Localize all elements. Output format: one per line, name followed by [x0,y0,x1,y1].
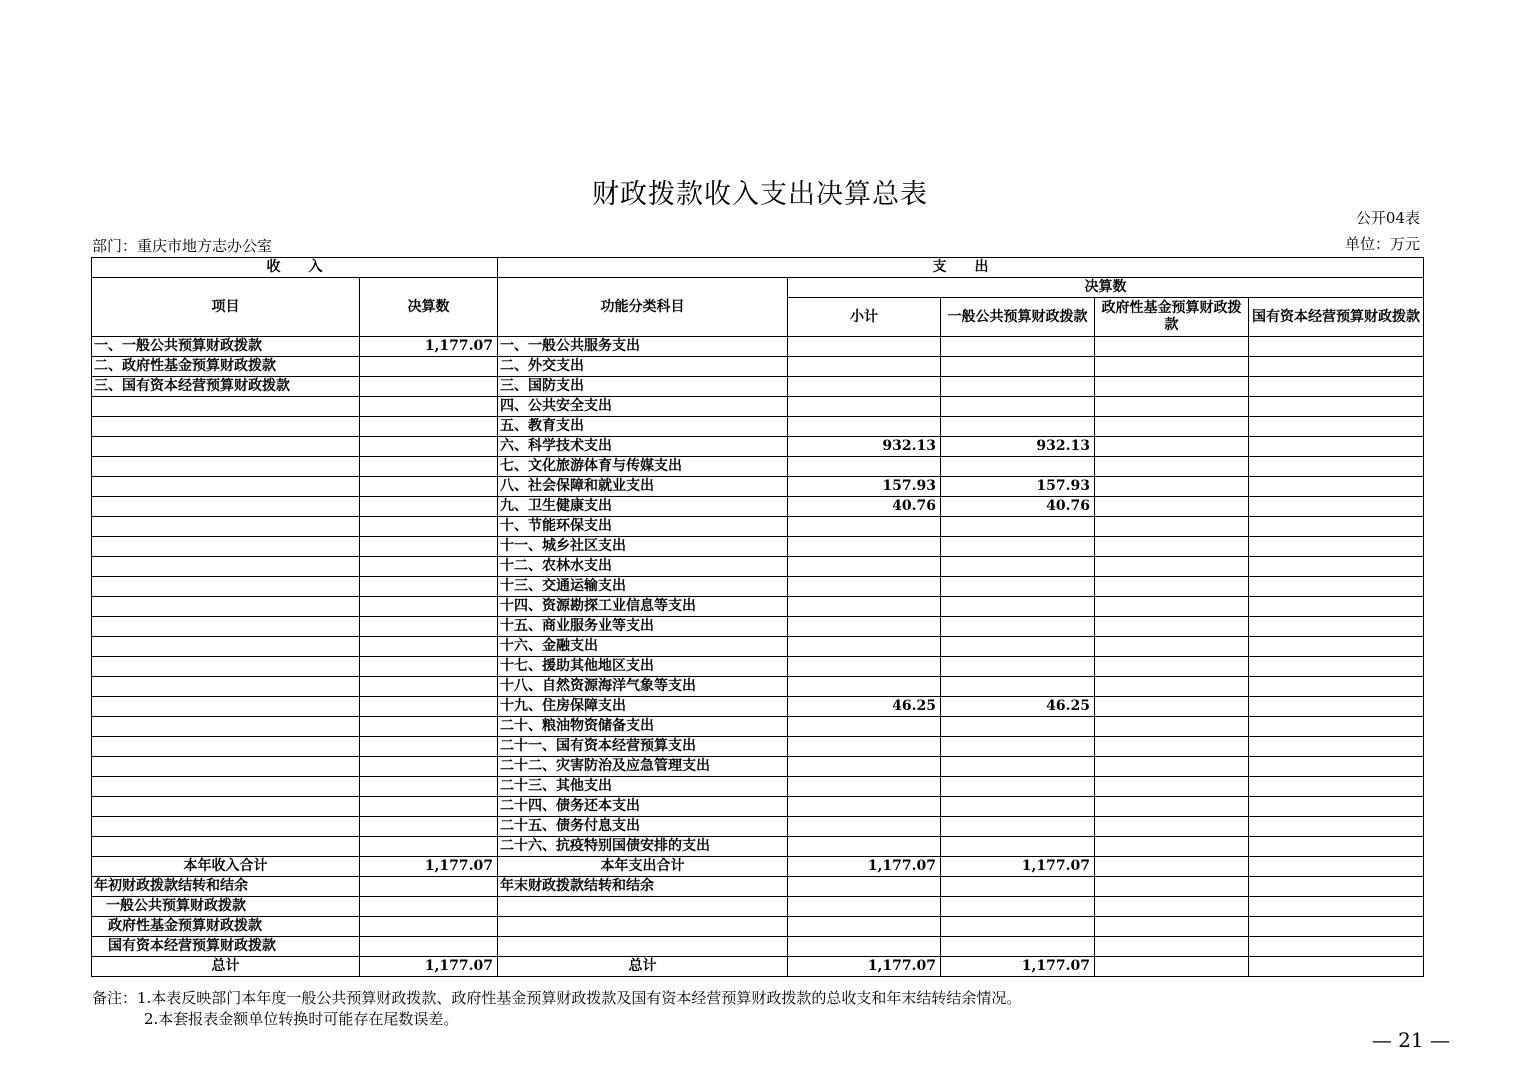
state-capital-cell [1249,537,1424,557]
income-item-cell [92,677,360,697]
state-capital-cell [1249,357,1424,377]
expense-category-cell: 十一、城乡社区支出 [498,537,788,557]
gen-public-cell [941,577,1095,597]
gen-public-cell [941,417,1095,437]
gov-fund-cell [1095,337,1249,357]
empty-cell [1249,917,1424,937]
gov-fund-cell [1095,577,1249,597]
grand-total-row [92,957,1424,977]
table-row [92,677,1424,697]
income-item-cell [92,657,360,677]
grand-total-row-subtotal: 1,177.07 [788,957,941,977]
income-amount-cell [360,597,498,617]
expense-header: 支 出 [498,258,1424,278]
subtotal-cell [788,737,941,757]
carry-expense-label: 年末财政拨款结转和结余 [498,877,788,897]
gen-public-cell [941,717,1095,737]
expense-category-cell: 八、社会保障和就业支出 [498,477,788,497]
gov-fund-cell [1095,377,1249,397]
subtotal-cell [788,557,941,577]
table-row [92,697,1424,717]
table-row [92,417,1424,437]
expense-category-cell: 二、外交支出 [498,357,788,377]
income-amount-cell [360,377,498,397]
gen-public-cell: 40.76 [941,497,1095,517]
subtotal-cell [788,817,941,837]
subtotal-cell [788,397,941,417]
gov-fund-header: 政府性基金预算财政拨款 [1095,298,1249,337]
expense-category-cell: 五、教育支出 [498,417,788,437]
expense-category-cell: 十四、资源勘探工业信息等支出 [498,597,788,617]
gen-public-cell [941,737,1095,757]
income-header: 收 入 [92,258,498,278]
state-capital-cell [1249,817,1424,837]
gen-public-cell [941,357,1095,377]
subtotal-cell [788,617,941,637]
table-row [92,437,1424,457]
income-amount-cell [360,837,498,857]
carry-item-row [92,917,1424,937]
income-item-cell [92,457,360,477]
empty-cell [360,937,498,957]
page-number: — 21 — [1371,1028,1450,1052]
grand-total-row-gov-fund [1095,957,1249,977]
income-amount-cell [360,537,498,557]
income-amount-cell: 1,177.07 [360,337,498,357]
note-line-2: 2.本套报表金额单位转换时可能存在尾数误差。 [144,1010,459,1028]
income-amount-cell [360,437,498,457]
income-item-cell: 三、国有资本经营预算财政拨款 [92,377,360,397]
carry-gov-fund [1095,877,1249,897]
state-capital-cell [1249,597,1424,617]
state-capital-cell [1249,477,1424,497]
subtotal-cell [788,517,941,537]
empty-cell [941,937,1095,957]
income-item-cell [92,537,360,557]
gen-public-cell [941,657,1095,677]
gen-public-cell [941,677,1095,697]
empty-cell [941,917,1095,937]
table-row [92,357,1424,377]
gov-fund-cell [1095,517,1249,537]
state-capital-cell [1249,717,1424,737]
gen-public-cell [941,537,1095,557]
income-item-cell [92,717,360,737]
gen-public-cell [941,337,1095,357]
empty-cell [788,897,941,917]
expense-category-cell: 二十五、债务付息支出 [498,817,788,837]
gen-public-cell [941,757,1095,777]
subtotal-cell [788,677,941,697]
state-capital-cell [1249,777,1424,797]
subtotal-cell [788,417,941,437]
state-capital-cell [1249,577,1424,597]
table-row [92,837,1424,857]
income-item-cell [92,817,360,837]
subtotal-cell [788,537,941,557]
subtotal-cell: 40.76 [788,497,941,517]
year-total-row-income-label: 本年收入合计 [92,857,360,877]
income-amount-cell [360,517,498,537]
note-line-1: 备注：1.本表反映部门本年度一般公共预算财政拨款、政府性基金预算财政拨款及国有资本经营预算财政拨款的总收支和年末结转结余情况。 [92,989,1022,1007]
func-category-header: 功能分类科目 [498,278,788,337]
income-amount-cell [360,797,498,817]
income-amount-cell [360,577,498,597]
table-row [92,477,1424,497]
gov-fund-cell [1095,357,1249,377]
income-amount-cell [360,717,498,737]
table-row [92,517,1424,537]
empty-cell [788,937,941,957]
subtotal-cell [788,457,941,477]
carry-item-label: 政府性基金预算财政拨款 [92,917,360,937]
expense-category-cell: 二十、粮油物资储备支出 [498,717,788,737]
year-total-row-income-amount: 1,177.07 [360,857,498,877]
subtotal-cell [788,357,941,377]
carry-row [92,877,1424,897]
income-amount-cell [360,617,498,637]
state-capital-cell [1249,737,1424,757]
gen-public-cell: 46.25 [941,697,1095,717]
carry-gen-public [941,877,1095,897]
income-amount-cell [360,777,498,797]
gen-public-cell [941,837,1095,857]
income-item-cell [92,797,360,817]
gov-fund-cell [1095,617,1249,637]
subtotal-cell [788,757,941,777]
subtotal-cell [788,837,941,857]
table-row [92,557,1424,577]
table-row [92,817,1424,837]
income-amount-cell [360,697,498,717]
state-capital-cell [1249,557,1424,577]
subtotal-cell [788,377,941,397]
expense-category-cell: 十、节能环保支出 [498,517,788,537]
subtotal-cell [788,597,941,617]
year-total-row-state-capital [1249,857,1424,877]
income-item-cell [92,557,360,577]
income-item-cell [92,697,360,717]
income-amount-cell [360,397,498,417]
gov-fund-cell [1095,497,1249,517]
table-row [92,797,1424,817]
state-capital-cell [1249,337,1424,357]
unit-label: 单位：万元 [1344,235,1420,253]
income-amount-cell [360,477,498,497]
income-item-cell [92,837,360,857]
carry-subtotal [788,877,941,897]
item-header: 项目 [92,278,360,337]
empty-cell [1095,897,1249,917]
table-row [92,657,1424,677]
table-row [92,537,1424,557]
gen-public-cell [941,517,1095,537]
carry-item-label: 国有资本经营预算财政拨款 [92,937,360,957]
gov-fund-cell [1095,677,1249,697]
expense-category-cell: 十五、商业服务业等支出 [498,617,788,637]
expense-category-cell: 三、国防支出 [498,377,788,397]
carry-item-label: 一般公共预算财政拨款 [92,897,360,917]
empty-cell [360,897,498,917]
table-row [92,377,1424,397]
empty-cell [360,917,498,937]
expense-category-cell: 二十二、灾害防治及应急管理支出 [498,757,788,777]
gov-fund-cell [1095,777,1249,797]
gov-fund-cell [1095,637,1249,657]
table-row [92,397,1424,417]
fiscal-summary-table [91,257,1424,977]
subtotal-cell [788,777,941,797]
gen-public-cell [941,617,1095,637]
subtotal-cell: 932.13 [788,437,941,457]
empty-cell [941,897,1095,917]
empty-cell [788,917,941,937]
department-label: 部门：重庆市地方志办公室 [92,237,273,255]
state-capital-cell [1249,657,1424,677]
state-capital-cell [1249,397,1424,417]
income-item-cell [92,497,360,517]
state-capital-cell [1249,757,1424,777]
gov-fund-cell [1095,437,1249,457]
carry-item-row [92,937,1424,957]
header-row-2 [92,278,1424,298]
grand-total-row-income-amount: 1,177.07 [360,957,498,977]
gen-public-cell [941,797,1095,817]
expense-category-cell: 六、科学技术支出 [498,437,788,457]
subtotal-cell [788,337,941,357]
subtotal-cell: 46.25 [788,697,941,717]
subtotal-cell [788,717,941,737]
empty-cell [498,897,788,917]
income-amount-cell [360,357,498,377]
gov-fund-cell [1095,717,1249,737]
gov-fund-cell [1095,757,1249,777]
gen-public-cell [941,557,1095,577]
empty-cell [498,937,788,957]
income-amount-cell [360,457,498,477]
expense-category-cell: 二十一、国有资本经营预算支出 [498,737,788,757]
state-capital-cell [1249,837,1424,857]
state-capital-cell [1249,637,1424,657]
gen-public-cell: 932.13 [941,437,1095,457]
income-item-cell [92,397,360,417]
income-amount-cell [360,417,498,437]
gen-public-cell [941,397,1095,417]
gov-fund-cell [1095,457,1249,477]
gen-public-cell [941,817,1095,837]
state-capital-cell [1249,677,1424,697]
expense-category-cell: 九、卫生健康支出 [498,497,788,517]
state-capital-cell [1249,377,1424,397]
income-item-cell [92,417,360,437]
empty-cell [1095,917,1249,937]
income-item-cell: 一、一般公共预算财政拨款 [92,337,360,357]
table-row [92,717,1424,737]
expense-category-cell: 十二、农林水支出 [498,557,788,577]
table-row [92,457,1424,477]
table-row [92,497,1424,517]
header-row-1 [92,258,1424,278]
income-item-cell: 二、政府性基金预算财政拨款 [92,357,360,377]
expense-category-cell: 十八、自然资源海洋气象等支出 [498,677,788,697]
gen-public-cell [941,377,1095,397]
gov-fund-cell [1095,597,1249,617]
table-number: 公开04表 [1355,209,1420,227]
grand-total-row-expense-label: 总计 [498,957,788,977]
gov-fund-cell [1095,397,1249,417]
year-total-row-gov-fund [1095,857,1249,877]
subtotal-cell [788,657,941,677]
income-item-cell [92,437,360,457]
expense-category-cell: 十七、援助其他地区支出 [498,657,788,677]
final-amount-header: 决算数 [360,278,498,337]
expense-category-cell: 十三、交通运输支出 [498,577,788,597]
expense-category-cell: 二十六、抗疫特别国债安排的支出 [498,837,788,857]
income-item-cell [92,777,360,797]
gen-public-cell [941,597,1095,617]
state-capital-cell [1249,797,1424,817]
empty-cell [1249,897,1424,917]
final-amount-expense-header: 决算数 [788,278,1424,298]
table-row [92,737,1424,757]
expense-category-cell: 七、文化旅游体育与传媒支出 [498,457,788,477]
gov-fund-cell [1095,537,1249,557]
notes [92,988,1021,1030]
year-total-row [92,857,1424,877]
state-capital-cell [1249,497,1424,517]
gen-public-header: 一般公共预算财政拨款 [941,298,1095,337]
income-item-cell [92,577,360,597]
grand-total-row-state-capital [1249,957,1424,977]
gov-fund-cell [1095,417,1249,437]
income-amount-cell [360,677,498,697]
state-capital-cell [1249,617,1424,637]
state-capital-cell [1249,517,1424,537]
income-item-cell [92,517,360,537]
income-amount-cell [360,657,498,677]
table-row [92,617,1424,637]
income-item-cell [92,597,360,617]
gen-public-cell [941,777,1095,797]
table-row [92,577,1424,597]
income-amount-cell [360,497,498,517]
gov-fund-cell [1095,837,1249,857]
expense-category-cell: 二十四、债务还本支出 [498,797,788,817]
income-amount-cell [360,557,498,577]
subtotal-header: 小计 [788,298,941,337]
gov-fund-cell [1095,737,1249,757]
table-row [92,777,1424,797]
expense-category-cell: 二十三、其他支出 [498,777,788,797]
grand-total-row-income-label: 总计 [92,957,360,977]
table-row [92,757,1424,777]
state-capital-cell [1249,437,1424,457]
gov-fund-cell [1095,477,1249,497]
income-item-cell [92,737,360,757]
gov-fund-cell [1095,797,1249,817]
income-item-cell [92,477,360,497]
state-capital-cell [1249,697,1424,717]
year-total-row-expense-label: 本年支出合计 [498,857,788,877]
income-amount-cell [360,817,498,837]
expense-category-cell: 十六、金融支出 [498,637,788,657]
carry-item-row [92,897,1424,917]
subtotal-cell: 157.93 [788,477,941,497]
expense-category-cell: 十九、住房保障支出 [498,697,788,717]
empty-cell [498,917,788,937]
year-total-row-gen-public: 1,177.07 [941,857,1095,877]
state-capital-cell [1249,417,1424,437]
income-amount-cell [360,737,498,757]
subtotal-cell [788,637,941,657]
gov-fund-cell [1095,697,1249,717]
gov-fund-cell [1095,817,1249,837]
state-capital-header: 国有资本经营预算财政拨款 [1249,298,1424,337]
empty-cell [1095,937,1249,957]
income-item-cell [92,637,360,657]
subtotal-cell [788,577,941,597]
page-title: 财政拨款收入支出决算总表 [592,179,928,210]
income-item-cell [92,617,360,637]
income-amount-cell [360,757,498,777]
gen-public-cell: 157.93 [941,477,1095,497]
carry-income-amount [360,877,498,897]
empty-cell [1249,937,1424,957]
gov-fund-cell [1095,657,1249,677]
table-row [92,337,1424,357]
subtotal-cell [788,797,941,817]
state-capital-cell [1249,457,1424,477]
income-amount-cell [360,637,498,657]
income-item-cell [92,757,360,777]
gen-public-cell [941,637,1095,657]
expense-category-cell: 一、一般公共服务支出 [498,337,788,357]
gov-fund-cell [1095,557,1249,577]
grand-total-row-gen-public: 1,177.07 [941,957,1095,977]
table-row [92,597,1424,617]
carry-state-capital [1249,877,1424,897]
table-row [92,637,1424,657]
carry-income-label: 年初财政拨款结转和结余 [92,877,360,897]
year-total-row-subtotal: 1,177.07 [788,857,941,877]
expense-category-cell: 四、公共安全支出 [498,397,788,417]
gen-public-cell [941,457,1095,477]
